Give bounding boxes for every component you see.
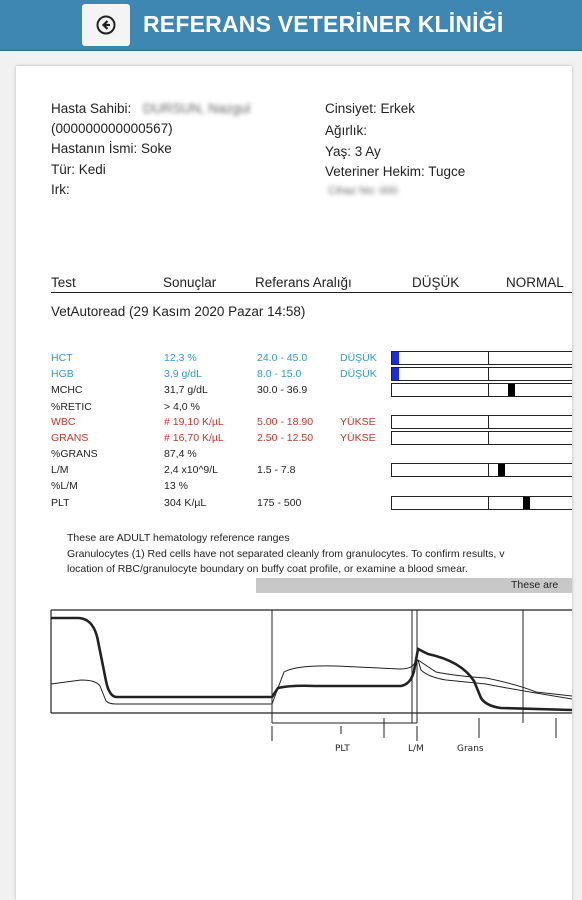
row-test-name: HCT [51, 352, 73, 364]
row-range: 175 - 500 [257, 497, 302, 509]
row-test-name: WBC [51, 416, 76, 428]
row-range: 5.00 - 18.90 [257, 416, 314, 428]
row-range: 1.5 - 7.8 [257, 464, 296, 476]
col-normal: NORMAL [506, 275, 564, 290]
col-range: Referans Aralığı [255, 275, 352, 290]
row-range: 24.0 - 45.0 [257, 352, 308, 364]
row-range: 8.0 - 15.0 [257, 368, 302, 380]
app-header [0, 0, 582, 51]
row-result: 304 K/µL [164, 497, 207, 509]
note-line-2: Granulocytes (1) Red cells have not separated cleanly from granulocytes. To confirm results, v [67, 548, 505, 560]
row-result: 87,4 % [164, 448, 197, 460]
row-test-name: PLT [51, 497, 70, 509]
graph-label-grans: Grans [457, 744, 484, 754]
row-result: > 4,0 % [164, 401, 200, 413]
row-test-name: %RETIC [51, 401, 92, 413]
back-button[interactable] [82, 4, 130, 46]
back-arrow-circle-icon [95, 14, 117, 36]
buffy-coat-profile-graph [16, 66, 572, 900]
species: Tür: Kedi [51, 162, 106, 177]
header-title: REFERANS VETERİNER KLİNİĞİ [143, 11, 504, 37]
row-test-name: %GRANS [51, 448, 98, 460]
row-test-name: MCHC [51, 384, 83, 396]
graph-label-lm: L/M [408, 744, 424, 754]
blurred-field: Cihaz No: 000 [328, 185, 398, 197]
row-result: 31,7 g/dL [164, 384, 208, 396]
row-result: 13 % [164, 480, 188, 492]
row-test-name: GRANS [51, 432, 89, 444]
owner-name: DURSUN, Nazgul [143, 101, 251, 116]
row-flag: DÜŞÜK [340, 352, 377, 364]
row-flag: YÜKSE [340, 432, 376, 444]
row-flag: DÜŞÜK [340, 368, 377, 380]
row-test-name: HGB [51, 368, 74, 380]
breed: Irk: [51, 182, 70, 197]
col-low: DÜŞÜK [412, 275, 460, 290]
owner-id: (000000000000567) [51, 121, 173, 136]
row-result: 12,3 % [164, 352, 197, 364]
row-result: # 19,10 K/µL [164, 416, 224, 428]
row-range: 30.0 - 36.9 [257, 384, 308, 396]
patient-name: Hastanın İsmi: Soke [51, 141, 172, 156]
row-flag: YÜKSE [340, 416, 376, 428]
weight: Ağırlık: [325, 123, 368, 138]
row-result: 2,4 x10^9/L [164, 464, 218, 476]
notice-banner-text: These are [511, 579, 559, 591]
row-result: # 16,70 K/µL [164, 432, 224, 444]
row-range: 2.50 - 12.50 [257, 432, 314, 444]
row-result: 3,9 g/dL [164, 368, 202, 380]
row-test-name: L/M [51, 464, 69, 476]
veterinarian: Veteriner Hekim: Tugce [325, 164, 466, 179]
col-test: Test [51, 275, 76, 290]
graph-label-plt: PLT [335, 744, 350, 754]
run-title: VetAutoread (29 Kasım 2020 Pazar 14:58) [51, 304, 306, 319]
note-line-3: location of RBC/granulocyte boundary on buffy coat profile, or examine a blood smear. [67, 563, 468, 575]
note-line-1: These are ADULT hematology reference ranges [67, 532, 290, 544]
age: Yaş: 3 Ay [325, 144, 381, 159]
sex: Cinsiyet: Erkek [325, 101, 416, 116]
col-results: Sonuçlar [163, 275, 217, 290]
row-test-name: %L/M [51, 480, 78, 492]
owner-label: Hasta Sahibi: [51, 101, 132, 116]
lab-report-page [16, 66, 572, 900]
